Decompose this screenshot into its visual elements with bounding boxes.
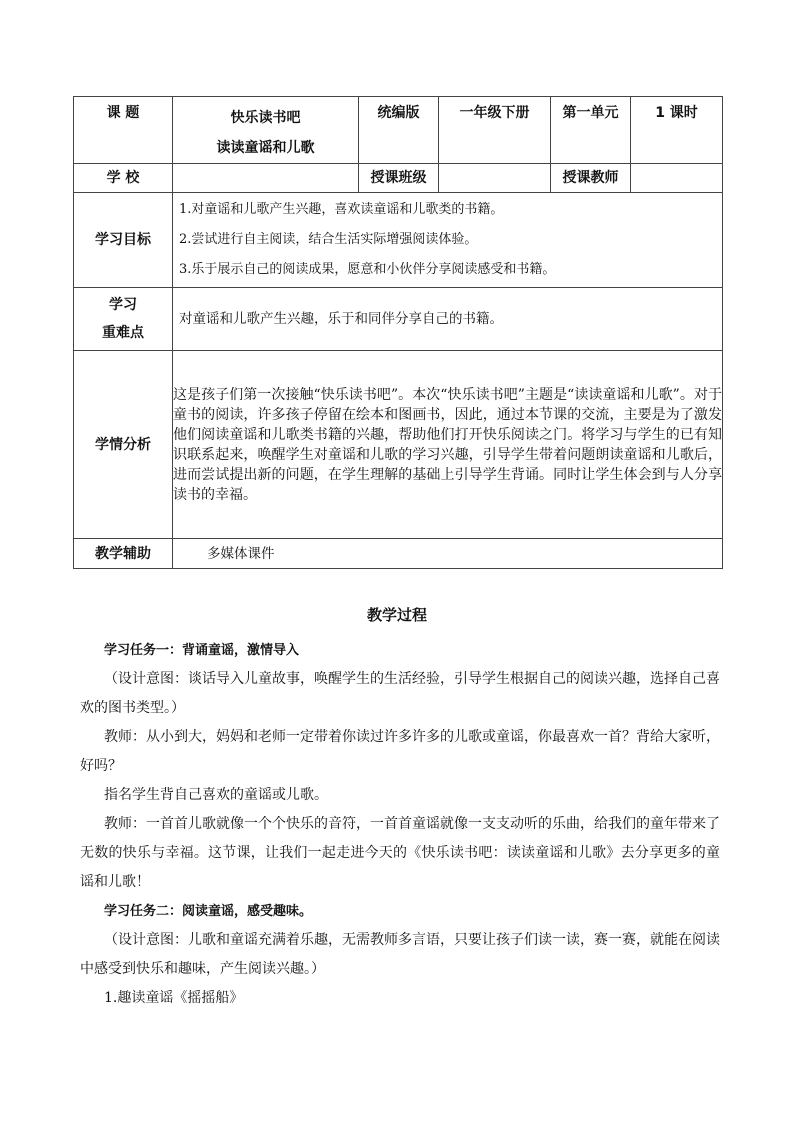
table-row-analysis [74,351,723,539]
goal-item: 3.乐于展示自己的阅读成果，愿意和小伙伴分享阅读感受和书籍。 [179,262,556,277]
school-label: 学 校 [74,164,173,193]
paragraph: 指名学生背自己喜欢的童谣或儿歌。 [104,787,328,803]
task-heading: 学习任务二：阅读童谣，感受趣味。 [104,904,313,919]
hours: 1 课时 [631,97,723,164]
topic-title [173,97,359,164]
aids-label: 教学辅助 [74,539,173,569]
class-value [439,164,551,193]
topic-label: 课 题 [74,97,173,164]
topic-title-line2: 读读童谣和儿歌 [216,140,315,156]
lesson-plan-table [73,96,723,569]
goals-list [173,193,723,288]
paragraph: （设计意图：谈话导入儿童故事，唤醒学生的生活经验，引导学生根据自己的阅读兴趣，选择自己喜欢的图书类型。） [80,671,720,716]
difficulty-label-line2: 重难点 [102,325,144,341]
difficulty-text: 对童谣和儿歌产生兴趣，乐于和同伴分享自己的书籍。 [173,288,723,351]
difficulty-label-line1: 学习 [109,297,137,313]
aids-text: 多媒体课件 [173,539,723,569]
table-row-school [74,164,723,193]
table-row-aids [74,539,723,569]
topic-title-line1: 快乐读书吧 [230,110,301,126]
goal-item: 1.对童谣和儿歌产生兴趣，喜欢读童谣和儿歌类的书籍。 [179,202,504,217]
teacher-label: 授课教师 [551,164,631,193]
goal-item: 2.尝试进行自主阅读，结合生活实际增强阅读体验。 [179,232,478,247]
table-row-difficulty [74,288,723,351]
analysis-text: 这是孩子们第一次接触“快乐读书吧”。本次“快乐读书吧”主题是“读读童谣和儿歌”。对于童书的阅读，许多孩子停留在绘本和图画书，因此，通过本节课的交流，主要是为了激发他们阅读童谣和儿歌类书籍的兴趣，帮助他们打开快乐阅读之门。将学习与学生的已有知识联系起来，唤醒学生对童谣和儿歌的学习兴趣，引导学生带着问题朗读童谣和儿歌后，进而尝试提出新的问题，在学生理解的基础上引导学生背诵。同时让学生体会到与人分享读书的幸福。 [173,351,723,539]
unit: 第一单元 [551,97,631,164]
section-title: 教学过程 [366,606,427,624]
class-label: 授课班级 [359,164,439,193]
school-value [173,164,359,193]
table-row-goals [74,193,723,288]
grade: 一年级下册 [439,97,551,164]
paragraph: 1.趣读童谣《摇摇船》 [104,990,244,1006]
paragraph: （设计意图：儿歌和童谣充满着乐趣，无需教师多言语，只要让孩子们读一读，赛一赛，就能在阅读中感受到快乐和趣味，产生阅读兴趣。） [80,932,720,977]
goals-label: 学习目标 [74,193,173,288]
edition: 统编版 [359,97,439,164]
teaching-process [80,636,720,1013]
paragraph: 教师：从小到大，妈妈和老师一定带着你读过许多许多的儿歌或童谣，你最喜欢一首？背给大家听，好吗？ [80,729,720,774]
task-heading: 学习任务一：背诵童谣，激情导入 [104,643,300,658]
difficulty-label [74,288,173,351]
analysis-label: 学情分析 [74,351,173,539]
table-row-topic [74,97,723,164]
teacher-value [631,164,723,193]
paragraph: 教师：一首首儿歌就像一个个快乐的音符，一首首童谣就像一支支动听的乐曲，给我们的童年带来了无数的快乐与幸福。这节课，让我们一起走进今天的《快乐读书吧：读读童谣和儿歌》去分享更多的童谣和儿歌！ [80,816,720,890]
